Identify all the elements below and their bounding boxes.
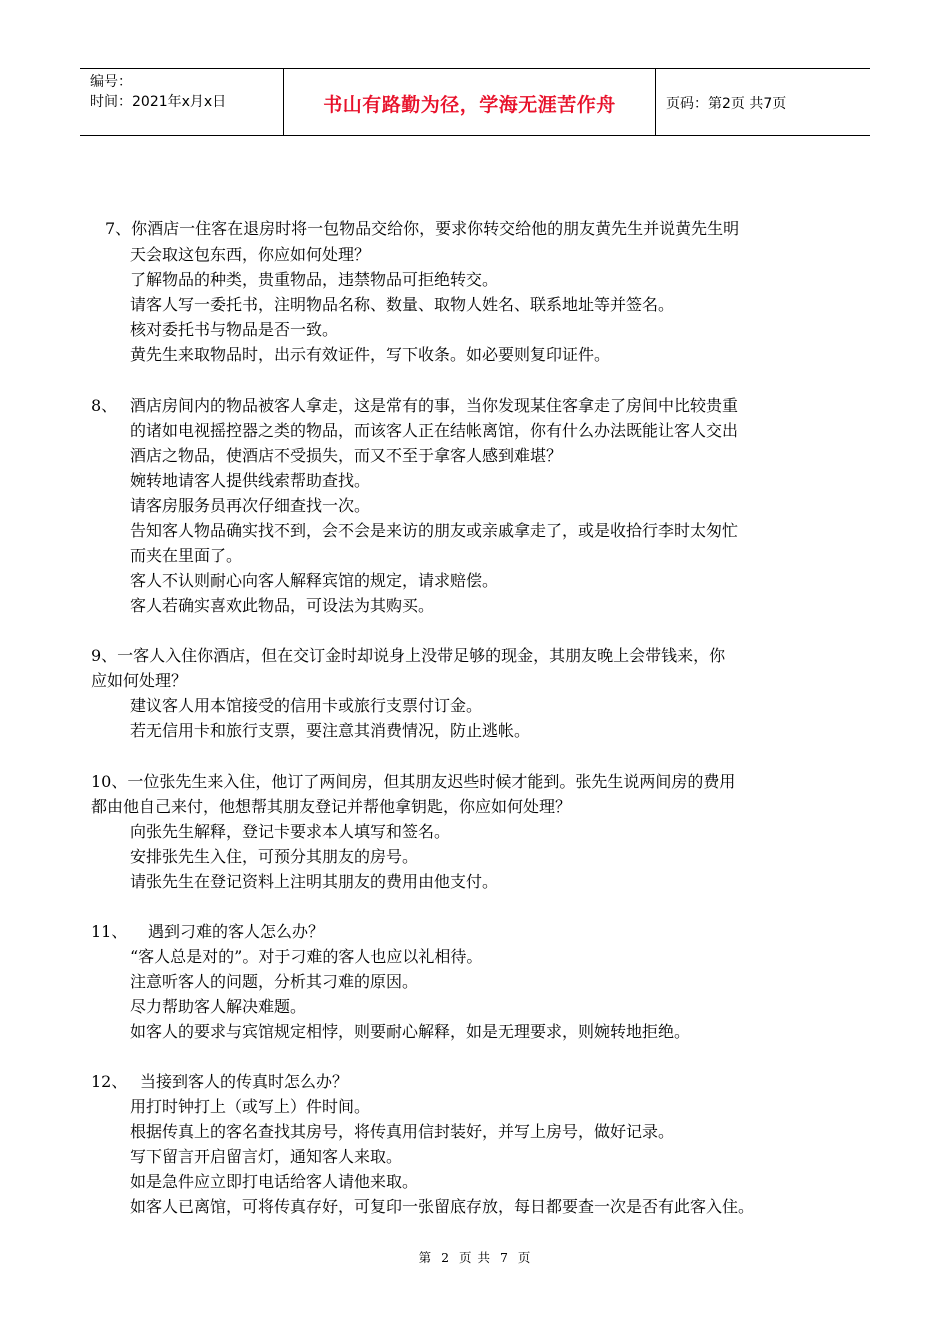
q7-question-line-1: 7、你酒店一住客在退房时将一包物品交给你，要求你转交给他的朋友黄先生并说黄先生明 [105, 219, 740, 238]
header-motto-cell [283, 69, 656, 135]
q9-question-line-1: 9、一客人入住你酒店，但在交订金时却说身上没带足够的现金，其朋友晚上会带钱来，你 [91, 646, 726, 665]
q12-number: 12、 [91, 1072, 128, 1091]
footer-prefix: 第 [418, 1250, 433, 1265]
header-meta [80, 69, 283, 135]
q7-question-line-2: 天会取这包东西，你应如何处理？ [130, 245, 371, 264]
q12-answer-5: 如客人已离馆，可将传真存好，可复印一张留底存放，每日都要查一次是否有此客入住。 [130, 1197, 755, 1216]
q8-answer-3-line-2: 而夹在里面了。 [130, 546, 243, 565]
q8-number: 8、 [91, 396, 118, 415]
page-header [80, 68, 870, 136]
q10-answer-3: 请张先生在登记资料上注明其朋友的费用由他支付。 [130, 872, 499, 891]
q10-question-line-1: 10、一位张先生来入住，他订了两间房，但其朋友迟些时候才能到。张先生说两间房的费用 [91, 772, 736, 791]
q8-answer-1: 婉转地请客人提供线索帮助查找。 [130, 471, 371, 490]
q10-question-line-2: 都由他自己来付，他想帮其朋友登记并帮他拿钥匙，你应如何处理？ [91, 797, 572, 816]
q8-question-line-1: 酒店房间内的物品被客人拿走，这是常有的事，当你发现某住客拿走了房间中比较贵重 [130, 396, 739, 415]
footer-mid: 页 共 [459, 1250, 491, 1265]
q12-question: 当接到客人的传真时怎么办？ [140, 1072, 349, 1091]
page-footer [0, 1248, 950, 1266]
q12-answer-3: 写下留言开启留言灯，通知客人来取。 [130, 1147, 403, 1166]
q9-answer-1: 建议客人用本馆接受的信用卡或旅行支票付订金。 [130, 696, 483, 715]
page-info: 页码：第2页 共7页 [666, 96, 787, 112]
header-page-info-cell [656, 69, 870, 135]
q9-question-line-2: 应如何处理？ [91, 671, 188, 690]
motto: 书山有路勤为径，学海无涯苦作舟 [323, 93, 616, 116]
q11-question: 遇到刁难的客人怎么办？ [148, 922, 325, 941]
q8-answer-4: 客人不认则耐心向客人解释宾馆的规定，请求赔偿。 [130, 571, 499, 590]
q11-answer-2: 注意听客人的问题，分析其刁难的原因。 [130, 972, 419, 991]
footer-suffix: 页 [517, 1250, 532, 1265]
q8-question-line-3: 酒店之物品，使酒店不受损失，而又不至于拿客人感到难堪？ [130, 446, 563, 465]
q7-answer-1: 了解物品的种类，贵重物品，违禁物品可拒绝转交。 [130, 270, 499, 289]
q7-answer-4: 黄先生来取物品时，出示有效证件，写下收条。如必要则复印证件。 [130, 345, 611, 364]
footer-total-pages: 7 [499, 1250, 509, 1265]
q7-answer-2: 请客人写一委托书，注明物品名称、数量、取物人姓名、联系地址等并签名。 [130, 295, 675, 314]
q10-answer-1: 向张先生解释，登记卡要求本人填写和签名。 [130, 822, 451, 841]
q11-answer-3: 尽力帮助客人解决难题。 [130, 997, 307, 1016]
q8-question-line-2: 的诸如电视摇控器之类的物品，而该客人正在结帐离馆，你有什么办法既能让客人交出 [130, 421, 739, 440]
q12-answer-2: 根据传真上的客名查找其房号，将传真用信封装好，并写上房号，做好记录。 [130, 1122, 675, 1141]
footer-page-number: 2 [441, 1250, 451, 1265]
q8-answer-5: 客人若确实喜欢此物品，可设法为其购买。 [130, 596, 435, 615]
q12-answer-4: 如是急件应立即打电话给客人请他来取。 [130, 1172, 419, 1191]
q8-answer-3-line-1: 告知客人物品确实找不到，会不会是来访的朋友或亲戚拿走了，或是收拾行李时太匆忙 [130, 521, 739, 540]
q12-answer-1: 用打时钟打上（或写上）件时间。 [130, 1097, 371, 1116]
q8-answer-2: 请客房服务员再次仔细查找一次。 [130, 496, 371, 515]
q11-answer-1: “客人总是对的”。对于刁难的客人也应以礼相待。 [130, 947, 483, 966]
q9-answer-2: 若无信用卡和旅行支票，要注意其消费情况，防止逃帐。 [130, 721, 531, 740]
q10-answer-2: 安排张先生入住，可预分其朋友的房号。 [130, 847, 419, 866]
q11-answer-4: 如客人的要求与宾馆规定相悖，则要耐心解释，如是无理要求，则婉转地拒绝。 [130, 1022, 691, 1041]
q11-number: 11、 [91, 922, 128, 941]
number-label: 编号： [90, 74, 132, 90]
q7-answer-3: 核对委托书与物品是否一致。 [130, 320, 339, 339]
time-label: 时间：2021年x月x日 [90, 94, 227, 110]
